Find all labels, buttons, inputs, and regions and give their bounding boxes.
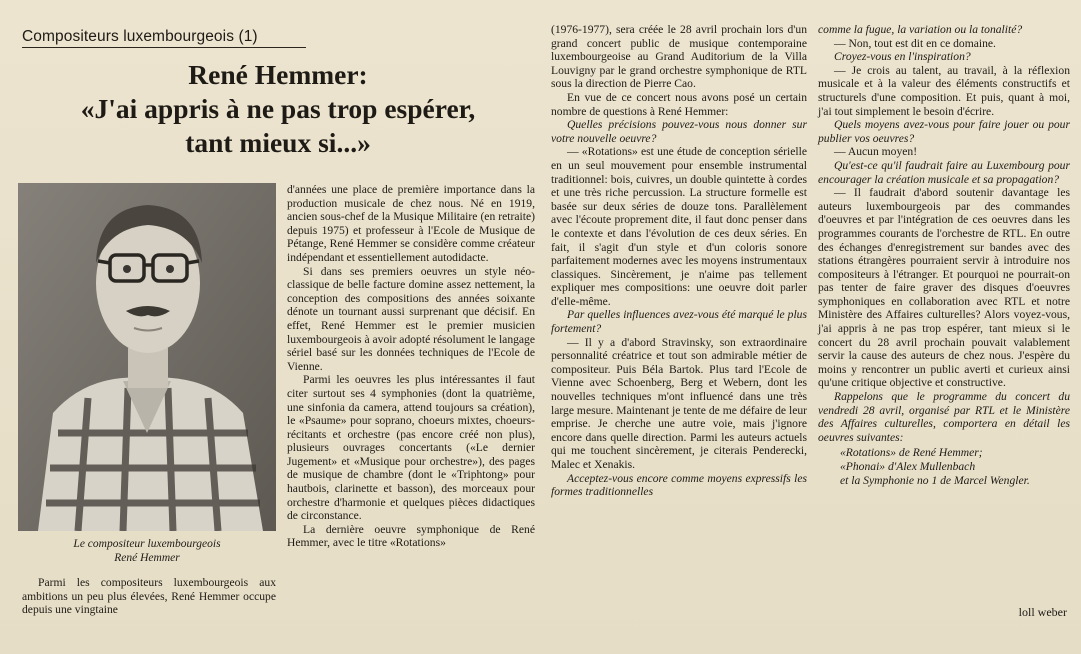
photo-caption xyxy=(18,537,276,565)
list-item: et la Symphonie no 1 de Marcel Wengler. xyxy=(840,473,1030,487)
author-signature: loll weber xyxy=(1018,605,1067,619)
section-rubric: Compositeurs luxembourgeois (1) xyxy=(22,28,306,48)
interview-question: comme la fugue, la variation ou la tonalité? xyxy=(818,23,1023,36)
paragraph: d'années une place de première importance dans la production musicale de chez nous. Né en 1919, ancien sous-chef de la Musique Militaire (en retraite) depuis 1975) et professeur à l'Ecole de Musique de Pétange, René Hemmer se considère comme créateur indépendant et essentiellement autodidacte. xyxy=(287,183,535,264)
headline xyxy=(18,58,538,160)
interview-answer: — Non, tout est dit en ce domaine. xyxy=(834,36,996,50)
interview-answer: — «Rotations» est une étude de conception sérielle en un seul mouvement pour ensemble instrumental traditionnel: bois, cuivres, un double quintette à cordes et une très riche percussion. La structure formelle est basée sur deux séries de douze tons. Parallèlement avec l'écoute proprement dite, il faut donc penser dans le contexte et dans l'évolution de ces deux séries. En fait, il s'agit d'un style et d'un coloris sonore parfaitement modernes avec les moyens instrumentaux classiques. Sincèrement, je n'aime pas tellement expliquer mes compositions: une oeuvre doit parler d'elle-même. xyxy=(551,145,807,308)
paragraph: La dernière oeuvre symphonique de René Hemmer, avec le titre «Rotations» xyxy=(287,522,535,550)
list-item: «Phonai» d'Alex Mullenbach xyxy=(840,460,976,473)
paragraph: (1976-1977), sera créée le 28 avril prochain lors d'un grand concert public de musique contemporaine luxembourgeoise au Grand Auditorium de la Villa Louvigny par le grand orchestre symphonique de RTL sous la direction de Pierre Cao. xyxy=(551,23,807,91)
caption-line-2: René Hemmer xyxy=(114,552,180,564)
interview-answer: — Je crois au talent, au travail, à la réflexion musicale et à la valeur des éléments constructifs et structurels d'une composition. Et puis, quant à moi, j'ai tout simplement le besoin d'écrire. xyxy=(818,63,1070,118)
paragraph: Si dans ses premiers oeuvres un style néo-classique de belle facture domine assez nettement, la conception des compositions des années soixante dénote un tournant aussi surprenant que décisif. En effet, René Hemmer est le premier musicien luxembourgeois à avoir adopté résolument le langage sériel basé sur les données techniques de l'Ecole de Vienne. xyxy=(287,264,535,373)
article-column-1 xyxy=(22,576,276,617)
article-column-4 xyxy=(818,23,1070,487)
paragraph: Parmi les compositeurs luxembourgeois aux ambitions un peu plus élevées, René Hemmer occupe depuis une vingtaine xyxy=(22,576,276,617)
interview-question: Croyez-vous en l'inspiration? xyxy=(834,50,971,64)
interview-question: Quels moyens avez-vous pour faire jouer ou pour publier vos oeuvres? xyxy=(818,118,1070,145)
concert-program-list xyxy=(818,446,1070,487)
headline-line-3: tant mieux si...» xyxy=(185,127,371,158)
paragraph: En vue de ce concert nous avons posé un certain nombre de questions à René Hemmer: xyxy=(551,90,807,118)
concert-reminder: Rappelons que le programme du concert du vendredi 28 avril, organisé par RTL et le Ministère des Affaires culturelles, comportera en détail les oeuvres suivantes: xyxy=(818,390,1070,444)
interview-answer: — Il faudrait d'abord soutenir davantage les auteurs luxembourgeois par des commandes d'oeuvres et par l'intégration de ces oeuvres dans les programmes courants de l'orchestre de RTL. En outre des échanges d'enregistrement sur bandes avec des stations étrangères pourraient servir à introduire nos compositeurs à l'étranger. Et pourquoi ne pourrait-on pas tenter de faire graver des disques d'oeuvres symphoniques en collaboration avec RTL et notre Ministère des Affaires culturelles? Alors voyez-vous, j'ai appris à ne pas trop espérer, tant mieux si le concert du 28 avril prochain pouvait valablement servir la cause des auteurs de chez nous. J'espère du moins y rencontrer un public averti et curieux ainsi qu'une critique objective et constructive. xyxy=(818,186,1070,390)
interview-question: Quelles précisions pouvez-vous nous donner sur votre nouvelle oeuvre? xyxy=(551,118,807,145)
caption-line-1: Le compositeur luxembourgeois xyxy=(73,538,221,550)
interview-question: Acceptez-vous encore comme moyens expressifs les formes traditionnelles xyxy=(551,471,807,499)
interview-answer: — Aucun moyen! xyxy=(834,145,918,159)
list-item: «Rotations» de René Hemmer; xyxy=(840,446,983,460)
portrait-photo xyxy=(18,183,276,531)
portrait-photo-icon xyxy=(18,183,276,531)
article-column-2 xyxy=(287,183,535,550)
paragraph: Parmi les oeuvres les plus intéressantes il faut citer surtout ses 4 symphonies (dont la quatrième, une sinfonia da camera, attend toujours sa création), le «Psaume» pour soprano, choeurs mixtes, choeurs-récitants et orchestre (pas encore créé non plus), plusieurs ouvrages concertants («Le dernier Jugement» et «Musique pour orchestre»), des pages de musique de chambre (dont le «Triphtong» pour hautbois, clarinette et basson), des morceaux pour orchestre d'harmonie et quelques pièces didactiques de circonstance. xyxy=(287,373,535,523)
headline-line-1: René Hemmer: xyxy=(188,59,368,90)
interview-question: Par quelles influences avez-vous été marqué le plus fortement? xyxy=(551,308,807,336)
headline-line-2: «J'ai appris à ne pas trop espérer, xyxy=(80,93,476,124)
interview-question: Qu'est-ce qu'il faudrait faire au Luxembourg pour encourager la création musicale et sa propagation? xyxy=(818,158,1070,186)
interview-answer: — Il y a d'abord Stravinsky, son extraordinaire personnalité créatrice et tout son admirable métier de compositeur. Puis Béla Bartok. Plus tard l'Ecole de Vienne avec Schoenberg, Berg et Webern, dont les nouvelles techniques m'ont influencé dans une très large mesure. Maintenant je tente de me défaire de leur emprise. Je cherche une autre voie, mais j'ignore encore dans quelle direction. Parmi les auteurs actuels qui me touchent sincèrement, je citerais Penderecki, Malec et Xenakis. xyxy=(551,335,807,471)
article-column-3 xyxy=(551,23,807,499)
